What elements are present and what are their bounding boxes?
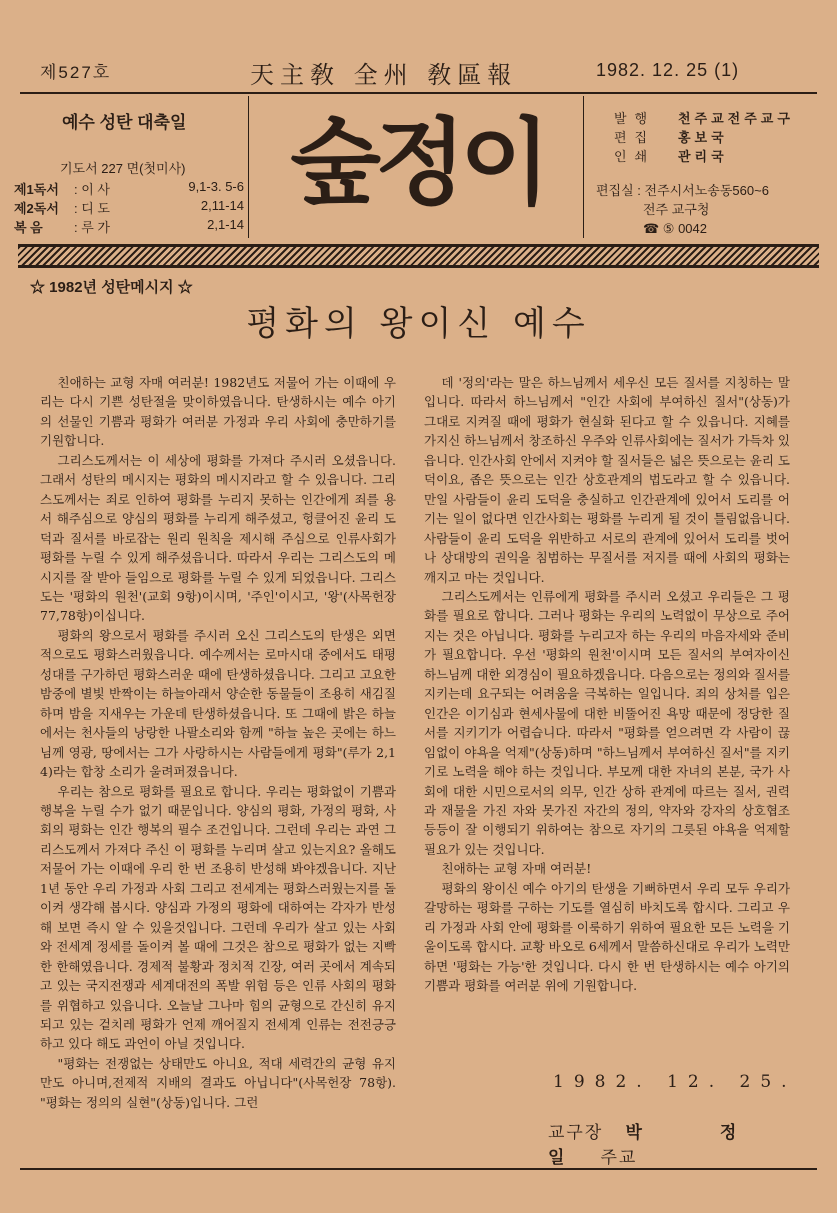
issue-number: 제527호 <box>40 63 112 82</box>
masthead-title: 숲정이 <box>290 109 545 218</box>
bottom-rule <box>20 1168 817 1170</box>
reading-ref: 2,1-14 <box>207 217 244 232</box>
paragraph: 평화의 왕으로서 평화를 주시러 오신 그리스도의 탄생은 외면적으로도 평화스러웠읍니다. 예수께서는 로마시대 중에서도 태평성대를 구가하던 평화스러운 때에 탄생하셨읍니다. 그리고 고요한 밤중에 별빛 반짝이는 하늘아래서 양순한 동물들이 조용히 새김질하며 밤을 지새우는 가운데 탄생하셨읍니다. 또 그때에 밝은 하늘에서는 천사들의 낭랑한 나팔소리와 함께 "하늘 높은 곳에는 하느님께 영광, 땅에서는 그가 사랑하시는 사람들에게 평화"(루가 2,14)라는 합창 소리가 울려퍼졌읍니다. <box>40 627 396 780</box>
publisher-label: 발행 <box>614 111 656 126</box>
paragraph: 평화의 왕이신 예수 아기의 탄생을 기뻐하면서 우리 모두 우리가 갈망하는 평화를 구하는 기도를 열심히 바치도록 합시다. 그리고 우리 가정과 사회 안에 평화를 이룩하기 위하여 필요한 모든 노력을 기울이도록 합시다. 교황 바오로 6세께서 말씀하신대로 우리가 노력만 하면 '평화는 가능'한 것입니다. 다시 한 번 탄생하시는 예수 아기의 기쁨과 평화를 여러분 위에 기원합니다. <box>424 880 790 994</box>
paragraph: 친애하는 교형 자매 여러분! <box>441 861 592 877</box>
editor-value: 홍보국 <box>678 130 728 145</box>
signoff-suffix: 주교 <box>600 1148 638 1168</box>
top-rule <box>20 92 817 94</box>
printer-label: 인쇄 <box>614 149 656 164</box>
signoff-name: 박 정 일 <box>548 1123 773 1168</box>
reading-ref: 2,11-14 <box>200 198 244 213</box>
printer-value: 관리국 <box>678 149 728 164</box>
paragraph: 데 '정의'라는 말은 하느님께서 세우신 모든 질서를 지칭하는 말입니다. 따라서 하느님께서 "인간 사회에 부여하신 질서"(상동)가 그대로 지켜질 때에 평화가 현실화 된다고 할 수 있읍니다. 지혜를 가지신 하느님께서 창조하신 우주와 인류사회에는 질서가 가득차 있읍니다. 인간사회 안에서 지켜야 할 질서들은 넓은 뜻으로는 윤리 도덕이요, 좁은 뜻으로는 인간 상호관계의 법도라고 할 수 있읍니다. 만일 사람들이 윤리 도덕을 충실하고 인간관계에 있어서 도리를 어기는 일이 없다면 인간사회는 평화를 누리게 될 것이 틀림없읍니다. 사람들이 윤리 도덕을 위반하고 서로의 관계에 있어서 도리를 벗어나 상대방의 권익을 침범하는 무질서를 저지를 때에 사회의 평화는 깨지고 마는 것입니다. <box>424 375 790 585</box>
paragraph: 우리는 참으로 평화를 필요로 합니다. 우리는 평화없이 기쁨과 행복을 누릴 수가 없기 때문입니다. 양심의 평화, 가정의 평화, 사회의 평화는 인간 행복의 필수 조건입니다. 그런데 우리는 과연 그리스도께서 가져다 주신 이 평화를 누리며 살고 있는지요? 올해도 저물어 가는 이때에 우리 한 번 조용히 반성해 봐야겠읍니다. 지난 1년 동안 우리 가정과 사회 그리고 전세계는 평화스러웠는지를 돌이켜 생각해 봅시다. 양심과 가정의 평화에 대하여는 각자가 반성해 보면 즉시 알 수 있을것입니다. 그런데 우리가 살고 있는 사회와 전세계 정세를 돌이켜 볼 때에 그것은 참으로 평화가 없는 지빡한 한해였읍니다. 경제적 불황과 정치적 긴장, 여러 곳에서 계속되고 있는 국지전쟁과 세계대전의 폭발 위험 등은 인류 사회의 평화를 위협하고 있읍니다. 오늘날 그나마 힘의 균형으로 간신히 유지되고 있는 겉치레 평화가 언제 깨어질지 전세계 인류는 전전긍긍하고 있다 해도 과언이 아닐 것입니다. <box>40 783 396 1052</box>
reading-book: : 이 사 <box>74 182 110 197</box>
publisher-value: 천주교전주교구 <box>678 111 794 126</box>
paragraph: 그리스도께서는 인류에게 평화를 주시러 오셨고 우리들은 그 평화를 필요로 합니다. 그러나 평화는 우리의 노력없이 무상으로 주어지는 것은 아닙니다. 평화를 누리고자 하는 우리의 마음자세와 준비가 필요합니다. 우선 '평화의 원천'이시며 모든 질서의 부여자이신 하느님께 대한 외경심이 필요하겠읍니다. 다음으로는 정의와 질서를 지키는데 요구되는 어려움을 극복하는 일입니다. 죄의 상처를 입은 인간은 이기심과 현세사물에 대한 비뚤어진 욕망 때문에 정당한 질서를 지키기가 어렵습니다. 따라서 "평화를 얻으려면 각 사람이 끊임없이 야욕을 억제"(상동)하며 "하느님께서 부여하신 질서"를 지키기로 노력을 해야 하는 것입니다. 부모께 대한 자녀의 본분, 국가 사회에 대한 시민으로서의 의무, 인간 상하 관계에 따르는 질서, 권력과 재물을 가진 자와 못가진 자간의 정의, 약자와 강자의 상호협조 등등이 잘 이행되기 위하여는 참으로 자기의 그릇된 야욕을 억제할 필요가 있는 것입니다. <box>424 588 790 857</box>
editorial-address-line2: 전주 교구청 <box>643 202 710 217</box>
reading-book: : 디 도 <box>74 201 110 216</box>
signoff <box>548 1118 837 1168</box>
right-divider <box>583 96 584 238</box>
article-headline: 평화의 왕이신 예수 <box>246 304 591 344</box>
editorial-office <box>596 181 769 238</box>
article-column-left <box>40 373 396 1112</box>
reading-label: 복 음 <box>14 220 43 235</box>
signoff-date: 1982. 12. 25. <box>553 1072 797 1092</box>
reading-label: 제1독서 <box>14 182 59 197</box>
paragraph: "평화는 전쟁없는 상태만도 아니요, 적대 세력간의 균형 유지만도 아니며,전제적 지배의 결과도 아닙니다"(사목헌장 78항). "평화는 정의의 실현"(상동)입니다. 그런 <box>40 1055 396 1110</box>
reading-book: : 루 가 <box>74 220 110 235</box>
left-divider <box>248 96 249 238</box>
paragraph: 그리스도께서는 이 세상에 평화를 가져다 주시러 오셨읍니다. 그래서 성탄의 메시지는 평화의 메시지라고 할 수 있읍니다. 그리스도께서는 죄로 인하여 평화를 누리지 못하는 인간에게 죄를 용서 해주심으로 양심의 평화를 누리게 해주셨고, 헝클어진 윤리 도덕과 질서를 바로잡는 원리 원칙을 제시해 주심으로 인류사회가 평화를 누릴 수 있게 해주셨읍니다. 따라서 우리는 그리스도의 메시지를 잘 받아 들임으로 평화를 누릴 수 있게 되었읍니다. 그리스도는 '평화의 원천'(교회 9항)이시며, '주인'이시고, '왕'(사목헌장 77,78항)이십니다. <box>40 452 396 624</box>
issue-date: 1982. 12. 25 (1) <box>596 60 740 80</box>
publisher-row <box>614 108 794 127</box>
reading-ref: 9,1-3. 5-6 <box>188 179 244 194</box>
celebration-title: 예수 성탄 대축일 <box>62 113 187 132</box>
message-tag: ☆ 1982년 성탄메시지 ☆ <box>30 279 193 296</box>
reading-row-1 <box>14 179 244 198</box>
signoff-title: 교구장 <box>548 1123 604 1143</box>
prayer-book-ref: 기도서 227 면(첫미사) <box>60 161 186 176</box>
editor-row <box>614 127 728 146</box>
phone-number: ☎ ⑤ 0042 <box>643 221 707 236</box>
paragraph: 친애하는 교형 자매 여러분! 1982년도 저물어 가는 이때에 우리는 다시 기쁜 성탄절을 맞이하였읍니다. 탄생하시는 예수 아기의 선물인 기쁨과 평화가 여러분 가정과 우리 사회에 충만하기를 기원합니다. <box>40 375 396 449</box>
hatched-divider <box>18 244 819 268</box>
editor-label: 편집 <box>614 130 656 145</box>
reading-row-3 <box>14 217 244 236</box>
reading-label: 제2독서 <box>14 201 59 216</box>
publication-name: 天主敎 全州 敎區報 <box>250 61 518 89</box>
article-column-right <box>424 373 790 996</box>
reading-row-2 <box>14 198 244 217</box>
editorial-address: 편집실 : 전주시서노송동560~6 <box>596 183 769 198</box>
printer-row <box>614 146 728 165</box>
